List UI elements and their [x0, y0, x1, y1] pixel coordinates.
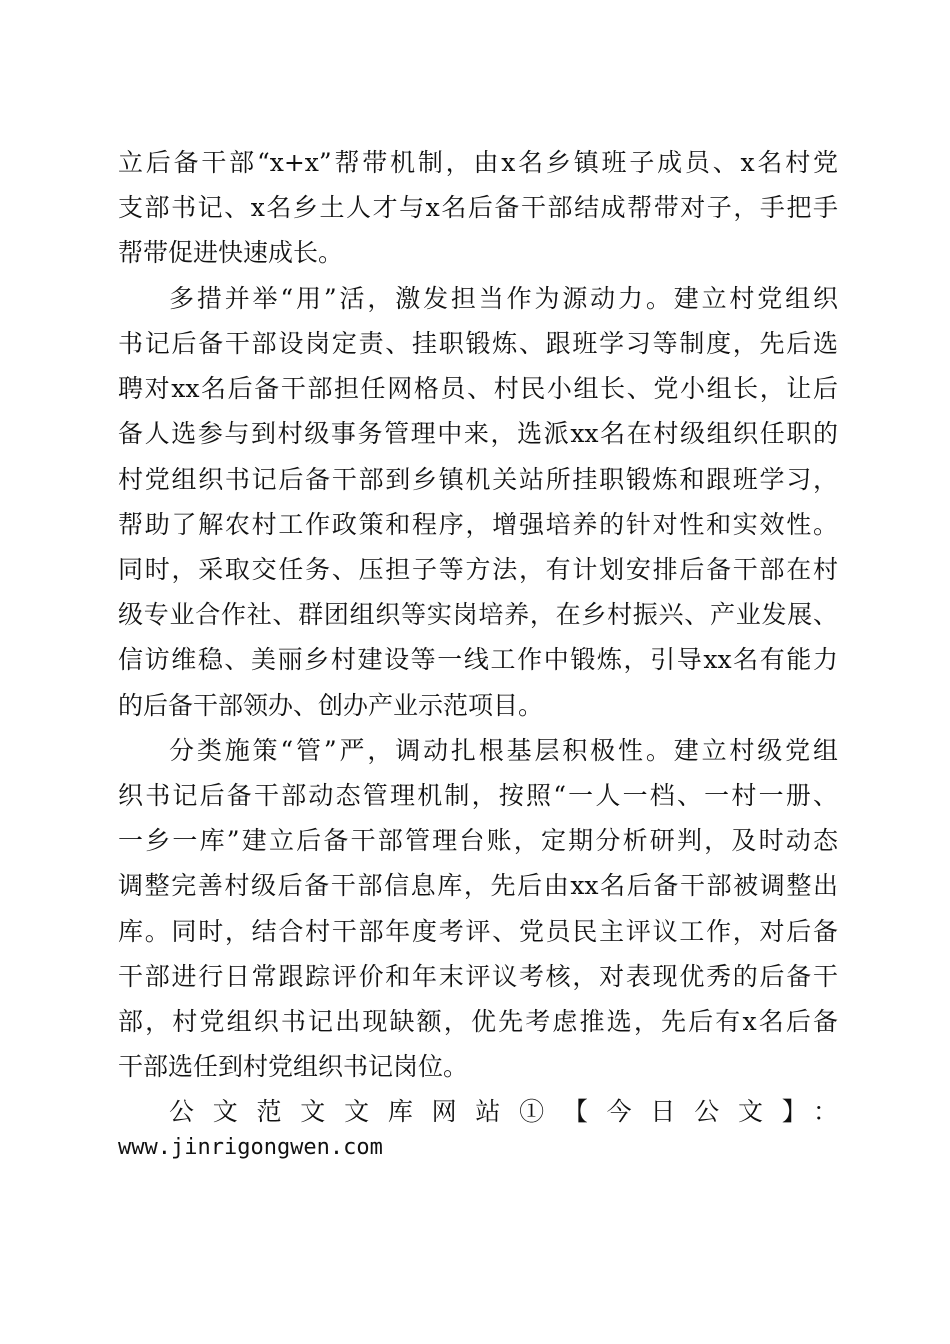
paragraph-line: 村党组织书记后备干部到乡镇机关站所挂职锻炼和跟班学习，	[118, 465, 838, 494]
footer-source-url: www.jinrigongwen.com	[118, 1135, 383, 1160]
paragraph-line: 支部书记、x名乡土人才与x名后备干部结成帮带对子，手把手	[118, 193, 838, 222]
paragraph-line: 级专业合作社、群团组织等实岗培养，在乡村振兴、产业发展、	[118, 600, 838, 629]
paragraph-line: 干部选任到村党组织书记岗位。	[118, 1052, 469, 1081]
paragraph-line: 书记后备干部设岗定责、挂职锻炼、跟班学习等制度，先后选	[118, 329, 838, 358]
paragraph-line: 干部进行日常跟踪评价和年末评议考核，对表现优秀的后备干	[118, 962, 838, 991]
paragraph-line: 聘对xx名后备干部担任网格员、村民小组长、党小组长，让后	[118, 374, 838, 403]
paragraph-line: 调整完善村级后备干部信息库，先后由xx名后备干部被调整出	[118, 871, 838, 900]
paragraph-line: 备人选参与到村级事务管理中来，选派xx名在村级组织任职的	[118, 419, 838, 448]
paragraph-line: 帮带促进快速成长。	[118, 238, 344, 267]
paragraph-line: 帮助了解农村工作政策和程序，增强培养的针对性和实效性。	[118, 510, 838, 539]
paragraph-line: 分类施策“管”严，调动扎根基层积极性。建立村级党组	[169, 736, 838, 765]
paragraph-line: 立后备干部“x+x”帮带机制，由x名乡镇班子成员、x名村党	[118, 148, 838, 177]
paragraph-line: 的后备干部领办、创办产业示范项目。	[118, 691, 544, 720]
paragraph-line: 库。同时，结合村干部年度考评、党员民主评议工作，对后备	[118, 917, 838, 946]
paragraph-line: 织书记后备干部动态管理机制，按照“一人一档、一村一册、	[118, 781, 838, 810]
paragraph-line: 一乡一库”建立后备干部管理台账，定期分析研判，及时动态	[118, 826, 838, 855]
paragraph-line: 信访维稳、美丽乡村建设等一线工作中锻炼，引导xx名有能力	[118, 645, 838, 674]
footer-source-label: 公文范文文库网站①【今日公文】：	[169, 1097, 838, 1126]
paragraph-line: 部，村党组织书记出现缺额，优先考虑推选，先后有x名后备	[118, 1007, 838, 1036]
paragraph-line: 同时，采取交任务、压担子等方法，有计划安排后备干部在村	[118, 555, 838, 584]
paragraph-line: 多措并举“用”活，激发担当作为源动力。建立村党组织	[169, 284, 838, 313]
